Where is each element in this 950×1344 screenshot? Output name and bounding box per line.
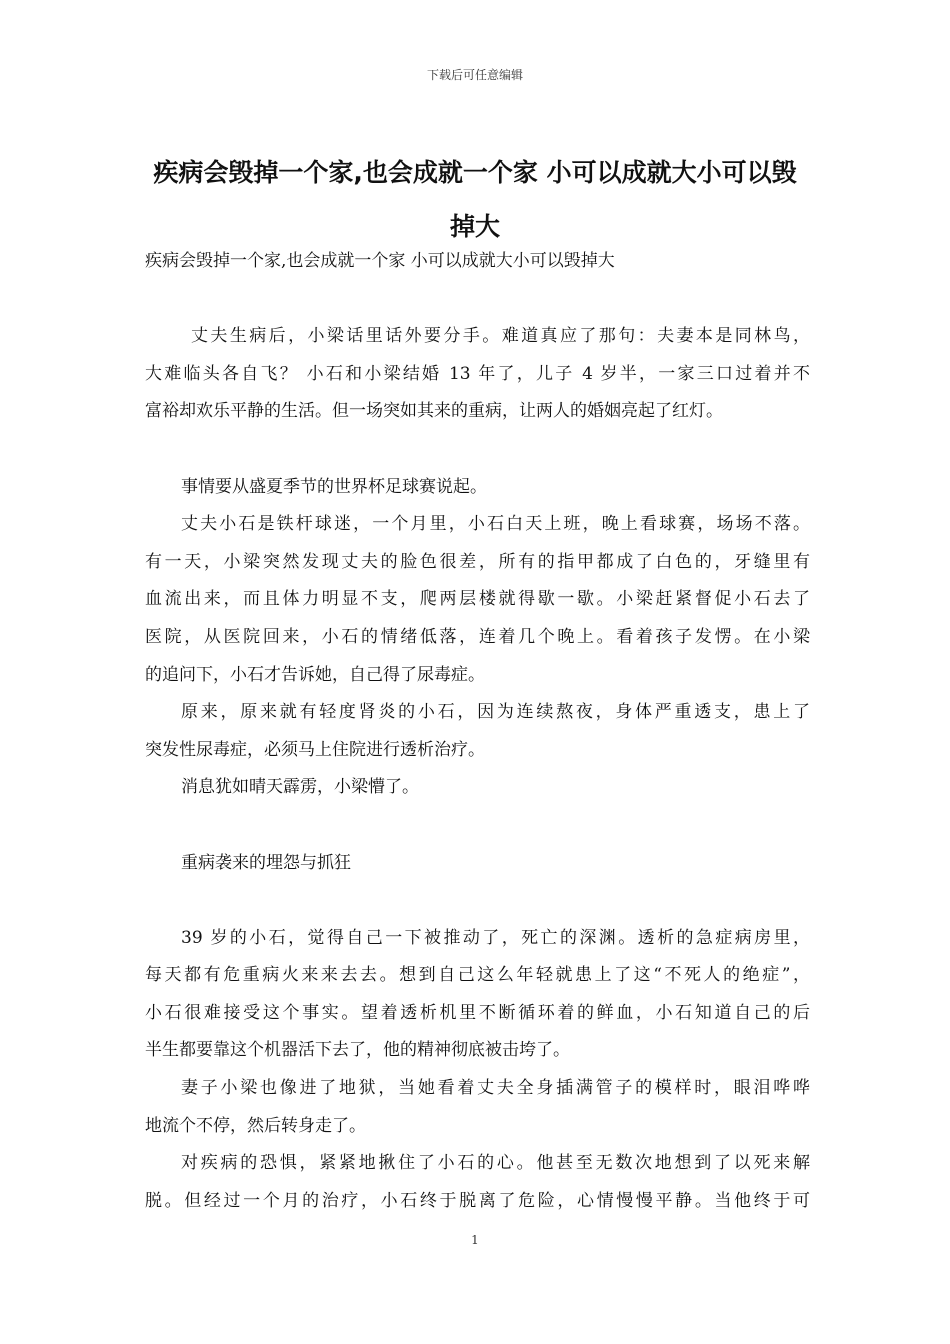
document-body (145, 243, 810, 1220)
section-heading: 重病袭来的埋怨与抓狂 (181, 852, 351, 873)
page-header-note: 下载后可任意编辑 (426, 68, 523, 82)
body-line: 地流个不停，然后转身走了。 (145, 1115, 366, 1136)
blank-line (145, 807, 810, 845)
blank-line (145, 882, 810, 920)
document-title: 疾病会毁掉一个家,也会成就一个家 小可以成就大小可以毁掉大 (153, 158, 797, 241)
body-line: 对疾病的恐惧，紧紧地揪住了小石的心。他甚至无数次地想到了以死来解 (181, 1153, 810, 1174)
blank-line (145, 281, 810, 319)
page-number: 1 (471, 1233, 479, 1247)
body-line: 每天都有危重病火来来去去。想到自己这么年轻就患上了这“不死人的绝症”， (145, 965, 810, 986)
body-line: 的追问下，小石才告诉她，自己得了尿毒症。 (145, 664, 485, 685)
blank-line (145, 431, 810, 469)
body-line: 事情要从盛夏季节的世界杯足球赛说起。 (181, 476, 487, 497)
body-line: 消息犹如晴天霹雳，小梁懵了。 (181, 777, 419, 798)
body-line: 医院，从医院回来，小石的情绪低落，连着几个晚上。看着孩子发愣。在小梁 (145, 626, 810, 647)
body-line: 丈夫生病后，小梁话里话外要分手。难道真应了那句：夫妻本是同林鸟， (191, 326, 810, 347)
body-line: 突发性尿毒症，必须马上住院进行透析治疗。 (145, 739, 485, 760)
body-line: 半生都要靠这个机器活下去了，他的精神彻底被击垮了。 (145, 1040, 570, 1061)
body-line: 妻子小梁也像进了地狱，当她看着丈夫全身插满管子的模样时，眼泪哗哗 (181, 1078, 810, 1099)
body-line: 小石很难接受这个事实。望着透析机里不断循环着的鲜血，小石知道自己的后 (145, 1002, 810, 1023)
body-line: 血流出来，而且体力明显不支，爬两层楼就得歇一歇。小梁赶紧督促小石去了 (145, 589, 810, 610)
body-line: 脱。但经过一个月的治疗，小石终于脱离了危险，心情慢慢平静。当他终于可 (145, 1190, 810, 1211)
body-line: 丈夫小石是铁杆球迷，一个月里，小石白天上班，晚上看球赛，场场不落。 (181, 514, 810, 535)
body-line: 有一天，小梁突然发现丈夫的脸色很差，所有的指甲都成了白色的，牙缝里有 (145, 551, 810, 572)
body-line: 39 岁的小石，觉得自己一下被推动了，死亡的深渊。透析的急症病房里， (181, 927, 810, 948)
body-line: 原来，原来就有轻度肾炎的小石，因为连续熬夜，身体严重透支，患上了 (181, 702, 810, 723)
body-line: 大难临头各自飞？ 小石和小梁结婚 13 年了，儿子 4 岁半，一家三口过着并不 (145, 363, 810, 384)
subtitle-line: 疾病会毁掉一个家,也会成就一个家 小可以成就大小可以毁掉大 (145, 251, 615, 271)
body-line: 富裕却欢乐平静的生活。但一场突如其来的重病，让两人的婚姻亮起了红灯。 (145, 401, 723, 422)
